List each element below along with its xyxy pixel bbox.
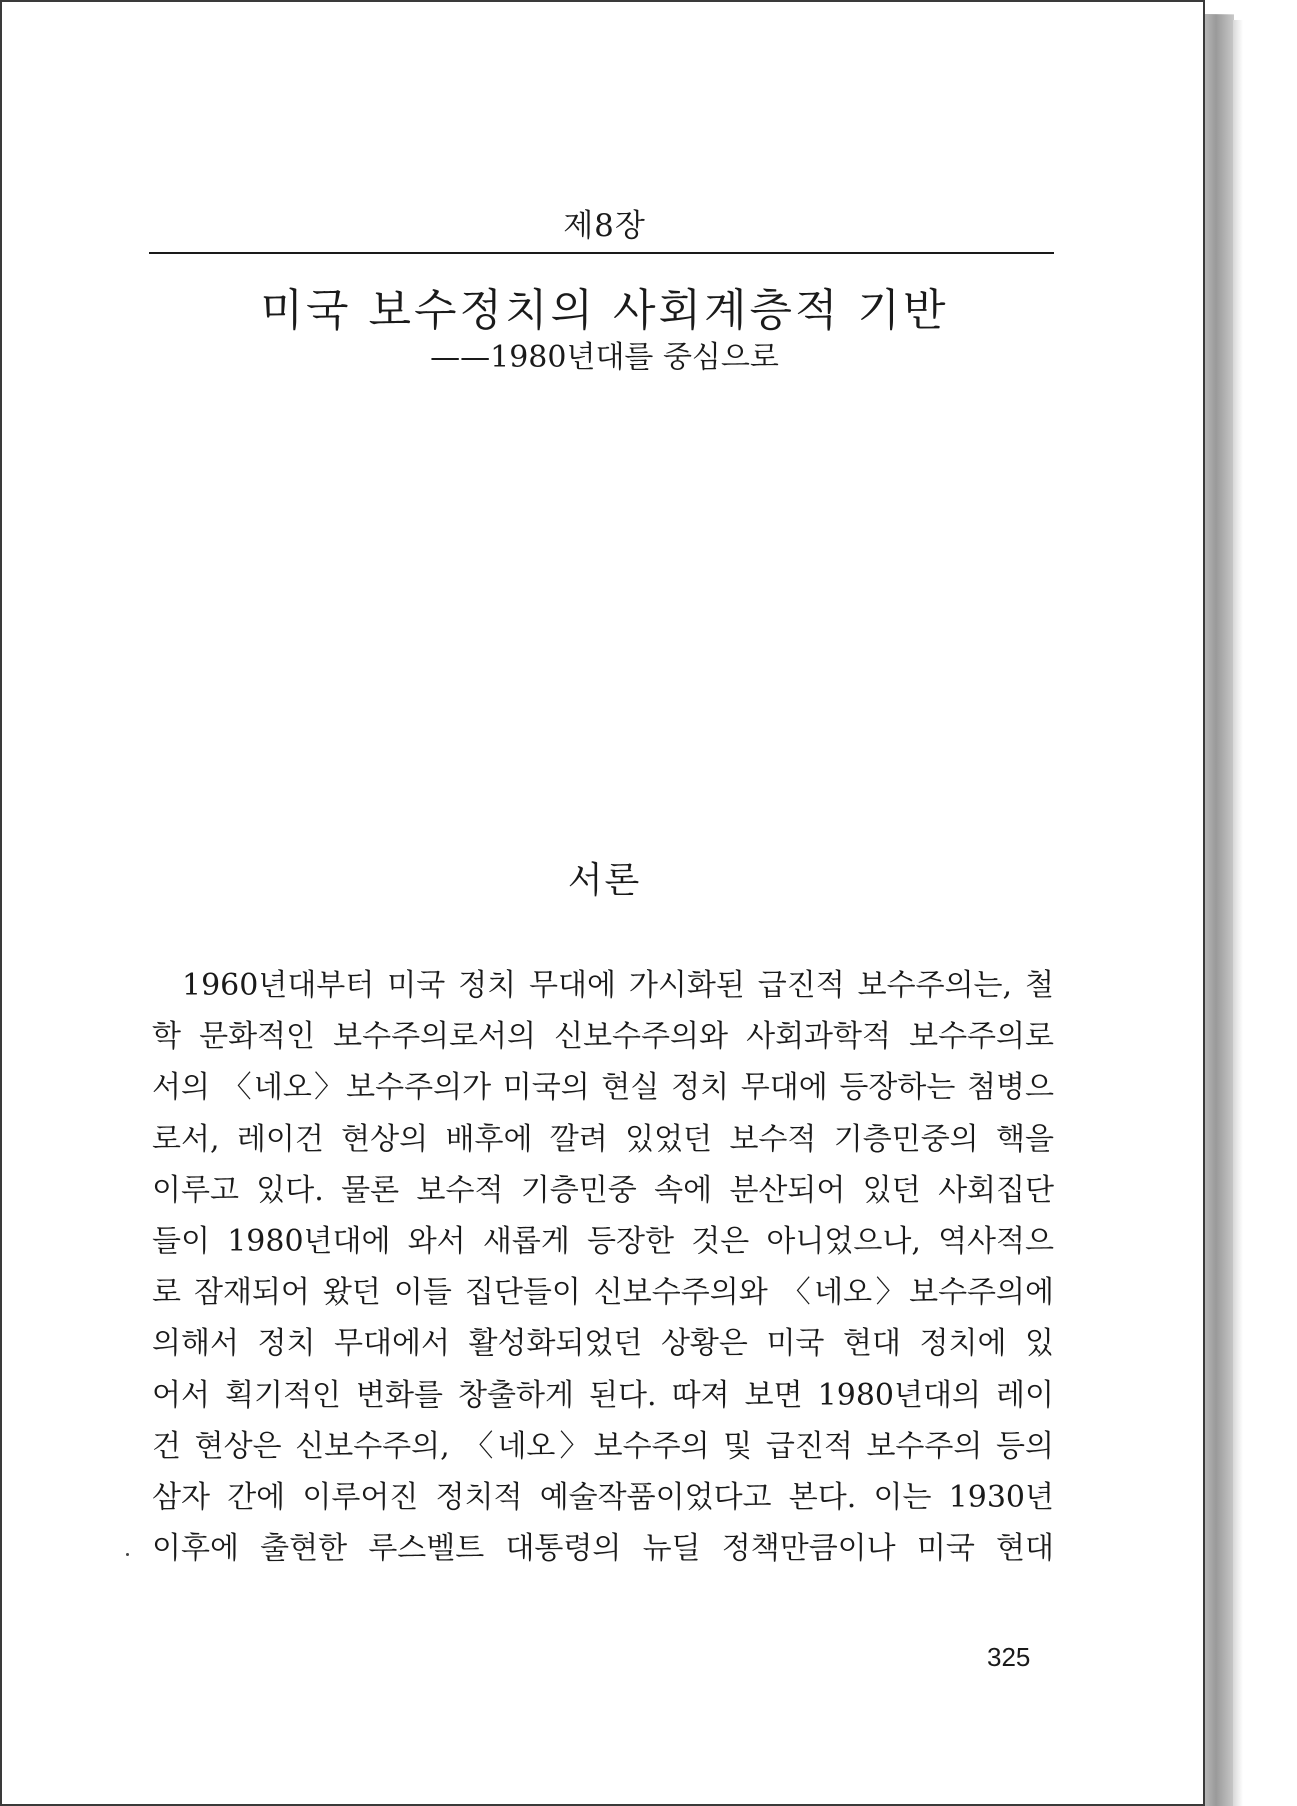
body-line: 로서, 레이건 현상의 배후에 깔려 있었던 보수적 기층민중의 핵을	[152, 1121, 1054, 1157]
body-line: 서의 〈네오〉보수주의가 미국의 현실 정치 무대에 등장하는 첨병으	[152, 1070, 1054, 1106]
body-line: 로 잠재되어 왔던 이들 집단들이 신보수주의와 〈네오〉보수주의에	[152, 1275, 1054, 1311]
page-edge-shadow	[1203, 14, 1234, 1806]
chapter-subtitle: ——1980년대를 중심으로	[430, 340, 779, 375]
chapter-label: 제8장	[563, 208, 646, 244]
body-line: 어서 획기적인 변화를 창출하게 된다. 따져 보면 1980년대의 레이	[152, 1377, 1054, 1413]
chapter-divider	[149, 252, 1054, 254]
body-line: 의해서 정치 무대에서 활성화되었던 상황은 미국 현대 정치에 있	[152, 1326, 1054, 1362]
page-edge-fade	[1233, 20, 1243, 1806]
body-line: 이후에 출현한 루스벨트 대통령의 뉴딜 정책만큼이나 미국 현대	[152, 1531, 1054, 1567]
chapter-title: 미국 보수정치의 사회계층적 기반	[260, 285, 949, 336]
body-line: 1960년대부터 미국 정치 무대에 가시화된 급진적 보수주의는, 철	[182, 968, 1054, 1003]
body-paragraph	[152, 960, 1054, 1574]
body-line: 이루고 있다. 물론 보수적 기층민중 속에 분산되어 있던 사회집단	[152, 1172, 1054, 1208]
body-line: 들이 1980년대에 와서 새롭게 등장한 것은 아니었으나, 역사적으	[152, 1223, 1054, 1259]
margin-mark	[126, 1553, 129, 1556]
body-line: 삼자 간에 이루어진 정치적 예술작품이었다고 본다. 이는 1930년	[152, 1479, 1054, 1515]
page-number: 325	[987, 1642, 1031, 1672]
body-line: 학 문화적인 보수주의로서의 신보수주의와 사회과학적 보수주의로	[152, 1019, 1054, 1055]
section-heading: 서론	[567, 860, 642, 901]
body-line: 건 현상은 신보수주의, 〈네오〉보수주의 및 급진적 보수주의 등의	[152, 1428, 1054, 1464]
